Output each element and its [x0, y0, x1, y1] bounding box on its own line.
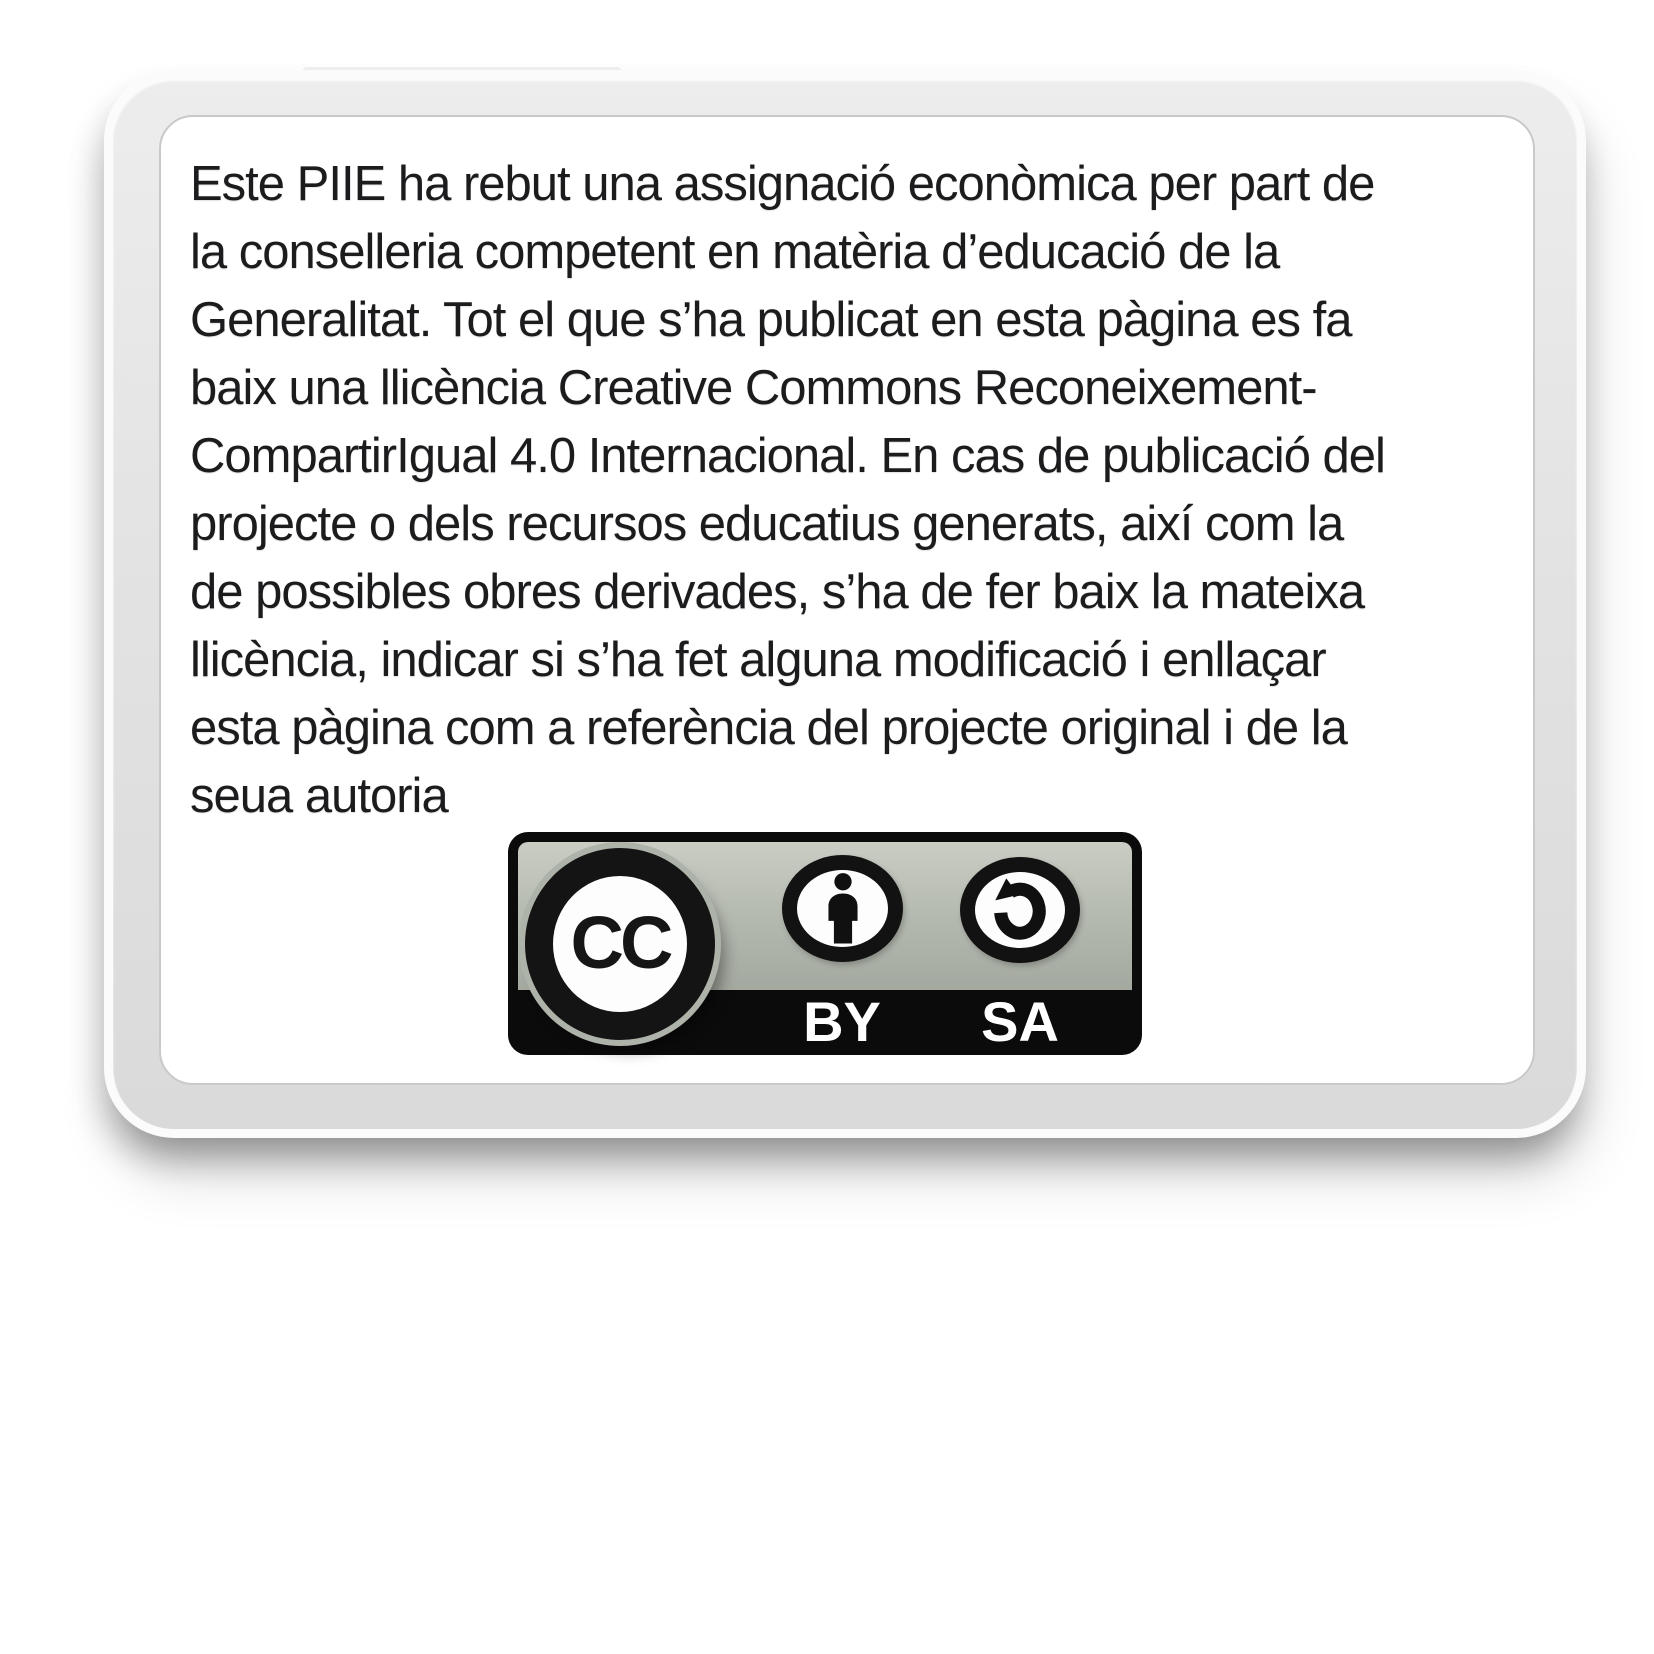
paragraph-line: esta pàgina com a referència del projecte original i de la [190, 701, 1347, 755]
paragraph-line: baix una llicència Creative Commons Reconeixement- [190, 361, 1317, 415]
paragraph-line: Generalitat. Tot el que s’ha publicat en esta pàgina es fa [190, 293, 1352, 347]
paragraph-line: de possibles obres derivades, s’ha de fer baix la mateixa [190, 565, 1365, 619]
paragraph-line: Este PIIE ha rebut una assignació econòmica per part de [190, 157, 1375, 211]
share-alike-arrow-icon [960, 857, 1080, 963]
cc-logo-icon [525, 848, 715, 1040]
paragraph-line: CompartirIgual 4.0 Internacional. En cas de publicació del [190, 429, 1385, 483]
sa-label: SA [981, 990, 1059, 1053]
by-label: BY [803, 990, 881, 1053]
paragraph-line: llicència, indicar si s’ha fet alguna modificació i enllaçar [190, 633, 1326, 687]
license-paragraph [190, 150, 1385, 830]
attribution-person-icon [782, 855, 903, 962]
cc-logo-text: CC [570, 900, 670, 984]
cc-by-sa-license-badge[interactable] [508, 832, 1142, 1055]
paragraph-line: la conselleria competent en matèria d’educació de la [190, 225, 1280, 279]
paragraph-line: seua autoria [190, 769, 448, 823]
paragraph-line: projecte o dels recursos educatius generats, així com la [190, 497, 1344, 551]
